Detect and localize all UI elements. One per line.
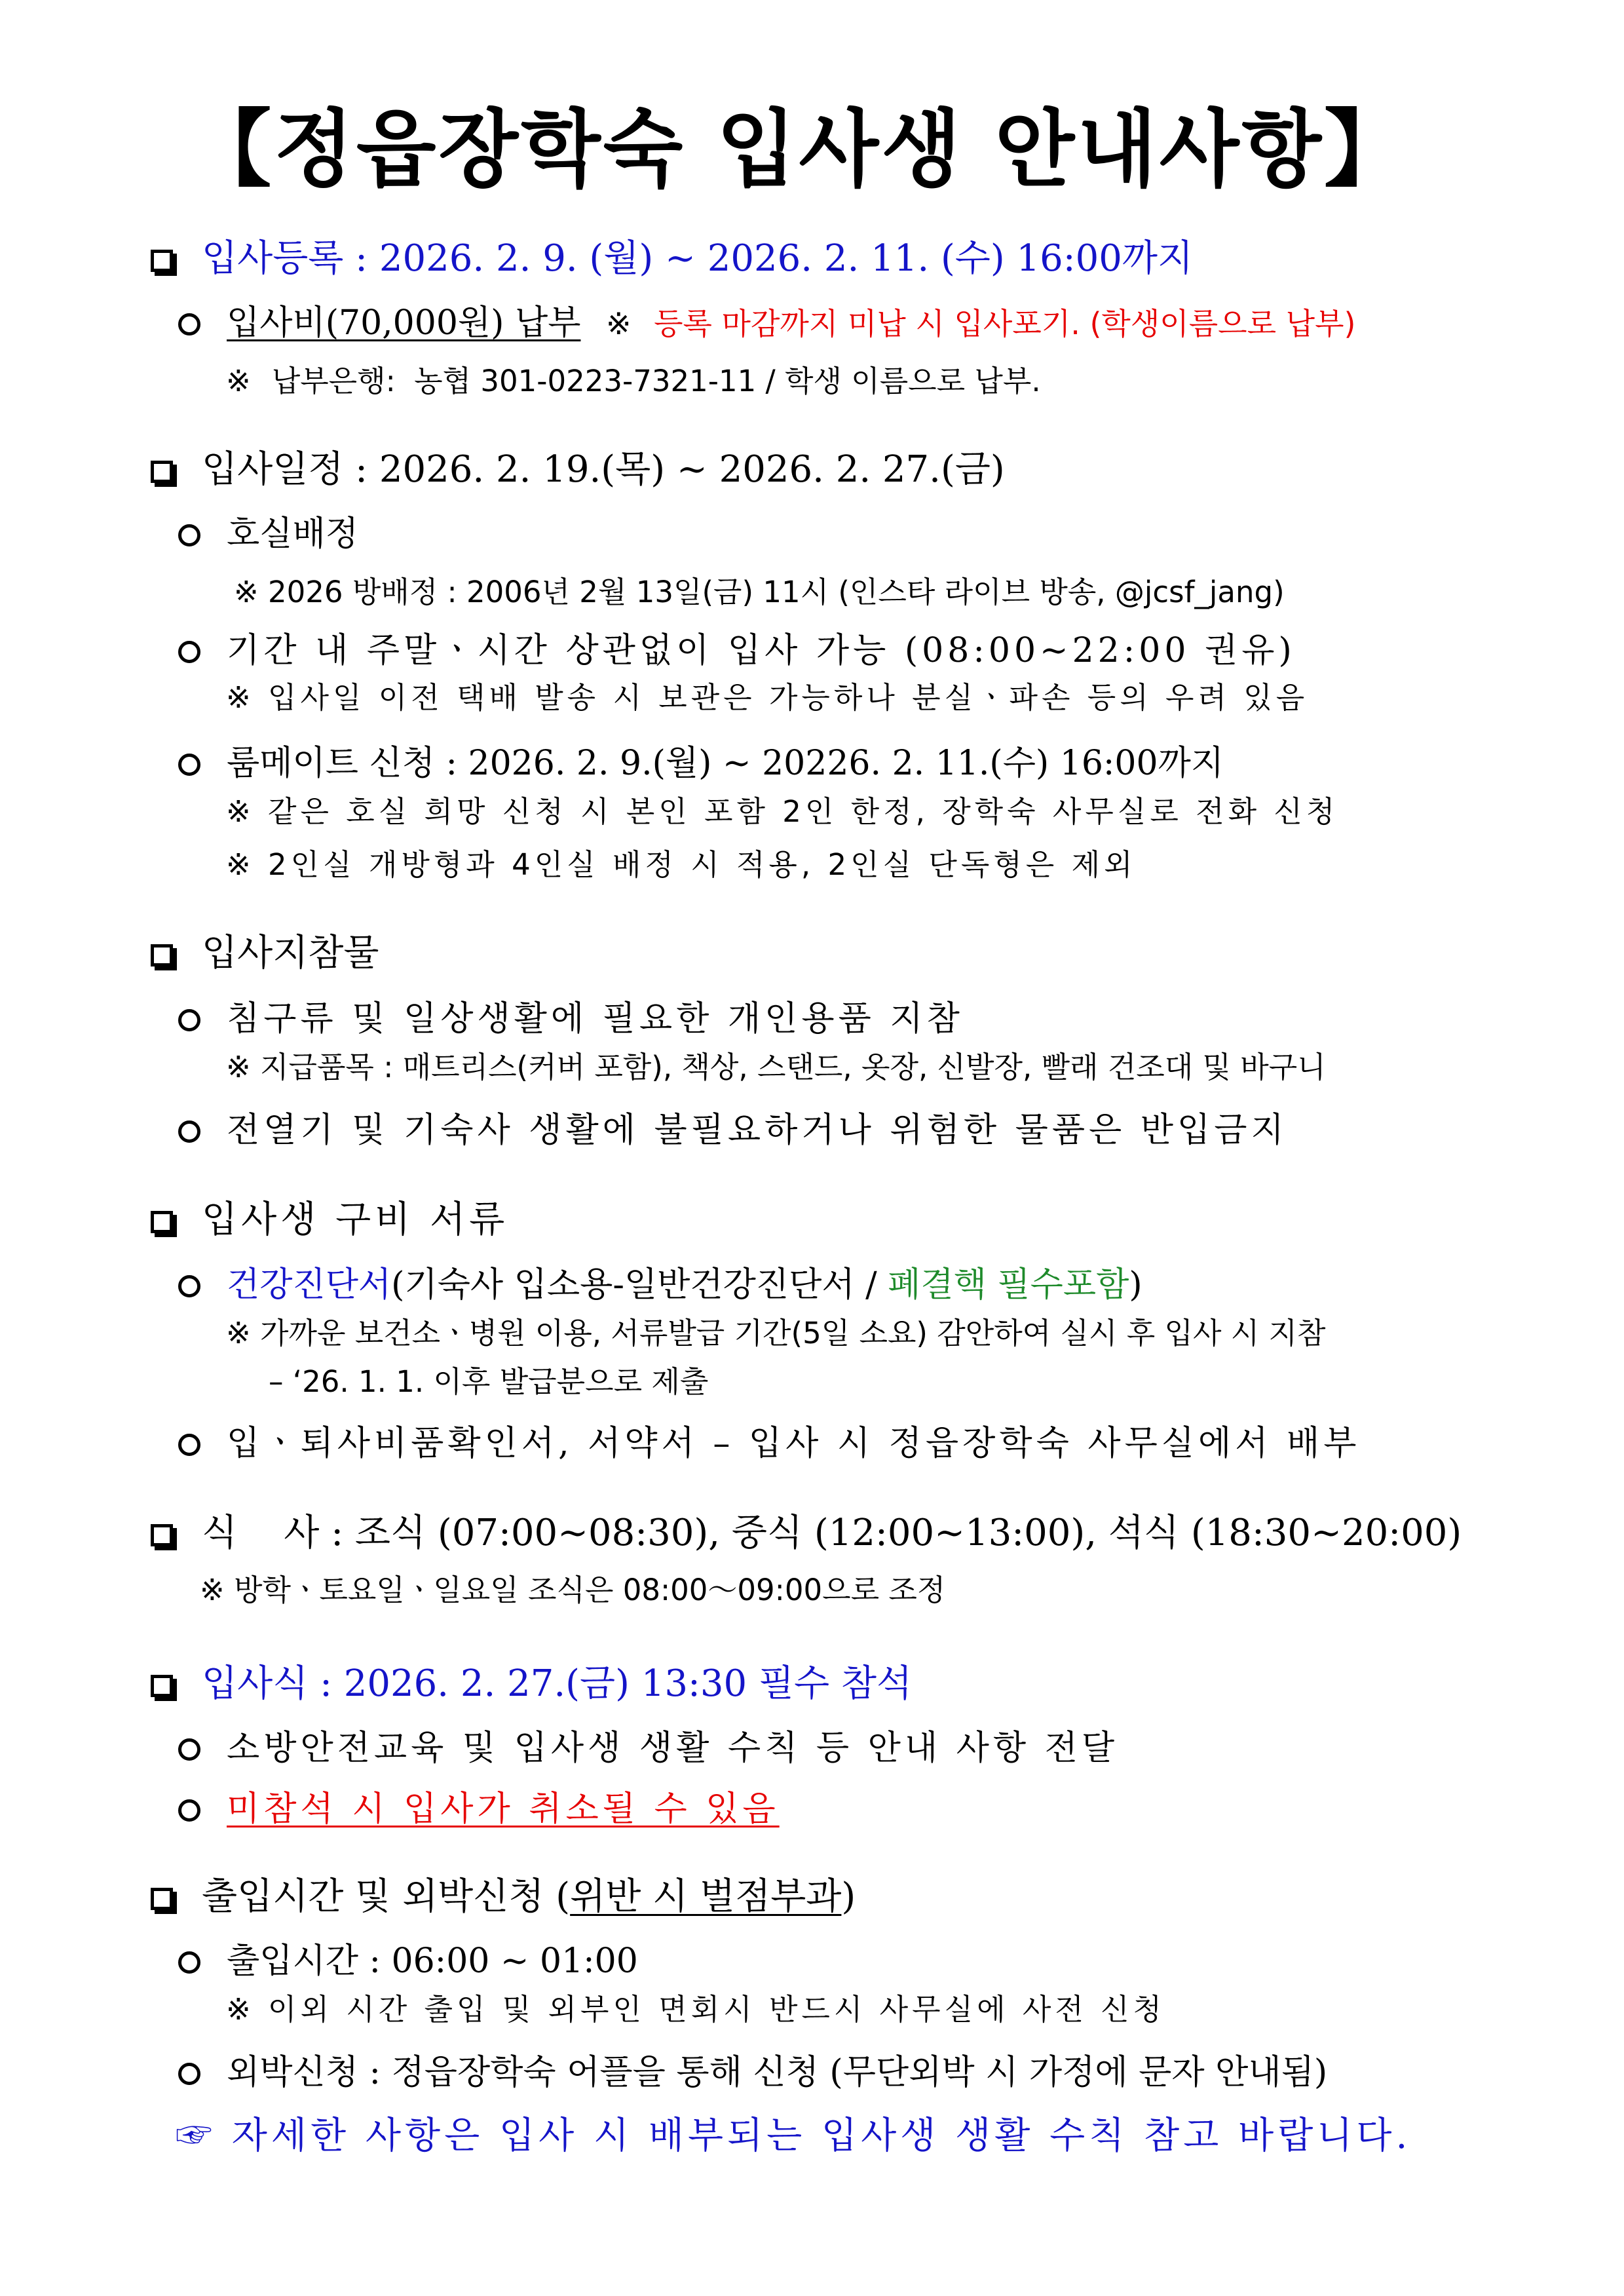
items-heading-text: 입사지참물 (202, 932, 379, 974)
health-note-2: – ‘26. 1. 1. 이후 발급분으로 제출 (269, 1364, 709, 1399)
checkbox-square-icon (151, 1524, 173, 1546)
hollow-circle-icon (178, 313, 200, 335)
ceremony-item-1-text: 소방안전교육 및 입사생 생활 수칙 등 안내 사항 전달 (227, 1729, 1119, 1768)
section-registration-heading (151, 229, 1193, 282)
bedding-item (178, 991, 964, 1040)
hollow-circle-icon (178, 1738, 200, 1761)
hollow-circle-icon (178, 524, 200, 546)
room-assign-note: ※ 2026 방배정 : 2006년 2월 13일(금) 11시 (인스타 라이브 방송, @jcsf_jang) (234, 575, 1285, 609)
roommate-note-2: ※ 2인실 개방형과 4인실 배정 시 적용, 2인실 단독형은 제외 (226, 847, 1137, 882)
access-heading-suffix: ) (841, 1875, 856, 1918)
reference-mark-icon: ※ (605, 306, 632, 341)
registration-heading-text: 입사등록 : 2026. 2. 9. (월) ~ 2026. 2. 11. (수) 16:00까지 (202, 237, 1194, 280)
meals-label: 식 사 (202, 1512, 320, 1554)
ceremony-heading-text: 입사식 : 2026. 2. 27.(금) 13:30 필수 참석 (202, 1662, 913, 1705)
section-access-heading (151, 1867, 856, 1920)
meals-times: : 조식 (07:00~08:30), 중식 (12:00~13:00), 석식 (18:30~20:00) (331, 1512, 1462, 1554)
roommate-note-1: ※ 같은 호실 희망 신청 시 본인 포함 2인 한정, 장학숙 사무실로 전화 신청 (226, 794, 1339, 829)
room-assign-text: 호실배정 (227, 514, 358, 554)
bedding-text: 침구류 및 일상생활에 필요한 개인용품 지참 (227, 999, 964, 1039)
hollow-circle-icon (178, 1434, 200, 1456)
documents-heading-text: 입사생 구비 서류 (202, 1198, 509, 1241)
section-meals-heading (151, 1504, 1462, 1556)
footer-note: ☞ 자세한 사항은 입사 시 배부되는 입사생 생활 수칙 참고 바랍니다. (176, 2114, 1412, 2157)
bank-info-line (226, 357, 1041, 400)
section-schedule-heading (151, 440, 1005, 493)
pledge-item (178, 1415, 1361, 1464)
prohibited-text: 전열기 및 기숙사 생활에 불필요하거나 위험한 물품은 반입금지 (227, 1111, 1288, 1150)
section-items-heading (151, 924, 379, 976)
anytime-item (178, 622, 1296, 672)
health-certificate-item (178, 1257, 1142, 1306)
health-certificate-label: 건강진단서 (227, 1265, 392, 1305)
page-title: 【정읍장학숙 입사생 안내사항】 (189, 101, 1409, 199)
roommate-text: 룸메이트 신청 : 2026. 2. 9.(월) ~ 20226. 2. 11.(수) 16:00까지 (227, 744, 1224, 783)
overnight-text: 외박신청 : 정읍장학숙 어플을 통해 신청 (무단외박 시 가정에 문자 안내됨) (227, 2053, 1328, 2092)
tuberculosis-required-note: 폐결핵 필수포함 (888, 1265, 1129, 1305)
health-note-1: ※ 가까운 보건소ㆍ병원 이용, 서류발급 기간(5일 소요) 감안하여 실시 후 입사 시 지참 (226, 1316, 1326, 1350)
fee-deadline-note: 등록 마감까지 미납 시 입사포기. (학생이름으로 납부) (654, 306, 1356, 341)
room-assign-item (178, 506, 358, 555)
meals-note: ※ 방학ㆍ토요일ㆍ일요일 조식은 08:00～09:00으로 조정 (200, 1573, 946, 1607)
hollow-circle-icon (178, 754, 200, 776)
roommate-item (178, 735, 1224, 784)
section-documents-heading (151, 1191, 508, 1243)
access-penalty-note: 위반 시 벌점부과 (570, 1875, 842, 1918)
pledge-text: 입ㆍ퇴사비품확인서, 서약서 – 입사 시 정읍장학숙 사무실에서 배부 (227, 1424, 1361, 1463)
section-ceremony-heading (151, 1655, 912, 1707)
schedule-heading-text: 입사일정 : 2026. 2. 19.(목) ~ 2026. 2. 27.(금) (202, 448, 1005, 491)
hollow-circle-icon (178, 1009, 200, 1031)
ceremony-item-1 (178, 1720, 1118, 1769)
anytime-text: 기간 내 주말ㆍ시간 상관없이 입사 가능 (08:00~22:00 권유) (227, 631, 1296, 670)
checkbox-square-icon (151, 250, 173, 272)
checkbox-square-icon (151, 1888, 173, 1910)
overnight-item (178, 2044, 1327, 2094)
prohibited-item (178, 1102, 1288, 1151)
access-hours-text: 출입시간 : 06:00 ~ 01:00 (227, 1942, 638, 1981)
anytime-note: ※ 입사일 이전 택배 발송 시 보관은 가능하나 분실ㆍ파손 등의 우려 있음 (226, 680, 1309, 715)
hollow-circle-icon (178, 1951, 200, 1974)
bank-detail: 농협 301-0223-7321-11 / 학생 이름으로 납부. (414, 364, 1041, 398)
access-hours-item (178, 1933, 638, 1982)
hollow-circle-icon (178, 1120, 200, 1143)
access-hours-note: ※ 이외 시간 출입 및 외부인 면회시 반드시 사무실에 사전 신청 (226, 1992, 1166, 2027)
bank-label: 납부은행: (271, 364, 396, 398)
ceremony-item-2 (178, 1781, 780, 1830)
hollow-circle-icon (178, 2063, 200, 2085)
bedding-note: ※ 지급품목 : 매트리스(커버 포함), 책상, 스탠드, 옷장, 신발장, 빨래 건조대 및 바구니 (226, 1050, 1326, 1084)
reference-mark-icon: ※ (226, 364, 251, 398)
checkbox-square-icon (151, 1211, 173, 1233)
health-certificate-detail: (기숙사 입소용-일반건강진단서 / (391, 1265, 888, 1305)
fee-label: 입사비(70,000원) 납부 (227, 303, 581, 343)
hollow-circle-icon (178, 1799, 200, 1822)
checkbox-square-icon (151, 461, 173, 483)
registration-fee-line (178, 295, 1355, 344)
access-heading-prefix: 출입시간 및 외박신청 ( (202, 1875, 571, 1918)
hollow-circle-icon (178, 1275, 200, 1297)
ceremony-item-2-text: 미참석 시 입사가 취소될 수 있음 (227, 1789, 780, 1829)
checkbox-square-icon (151, 944, 173, 966)
checkbox-square-icon (151, 1675, 173, 1697)
health-close-paren: ) (1129, 1265, 1142, 1305)
hollow-circle-icon (178, 641, 200, 663)
